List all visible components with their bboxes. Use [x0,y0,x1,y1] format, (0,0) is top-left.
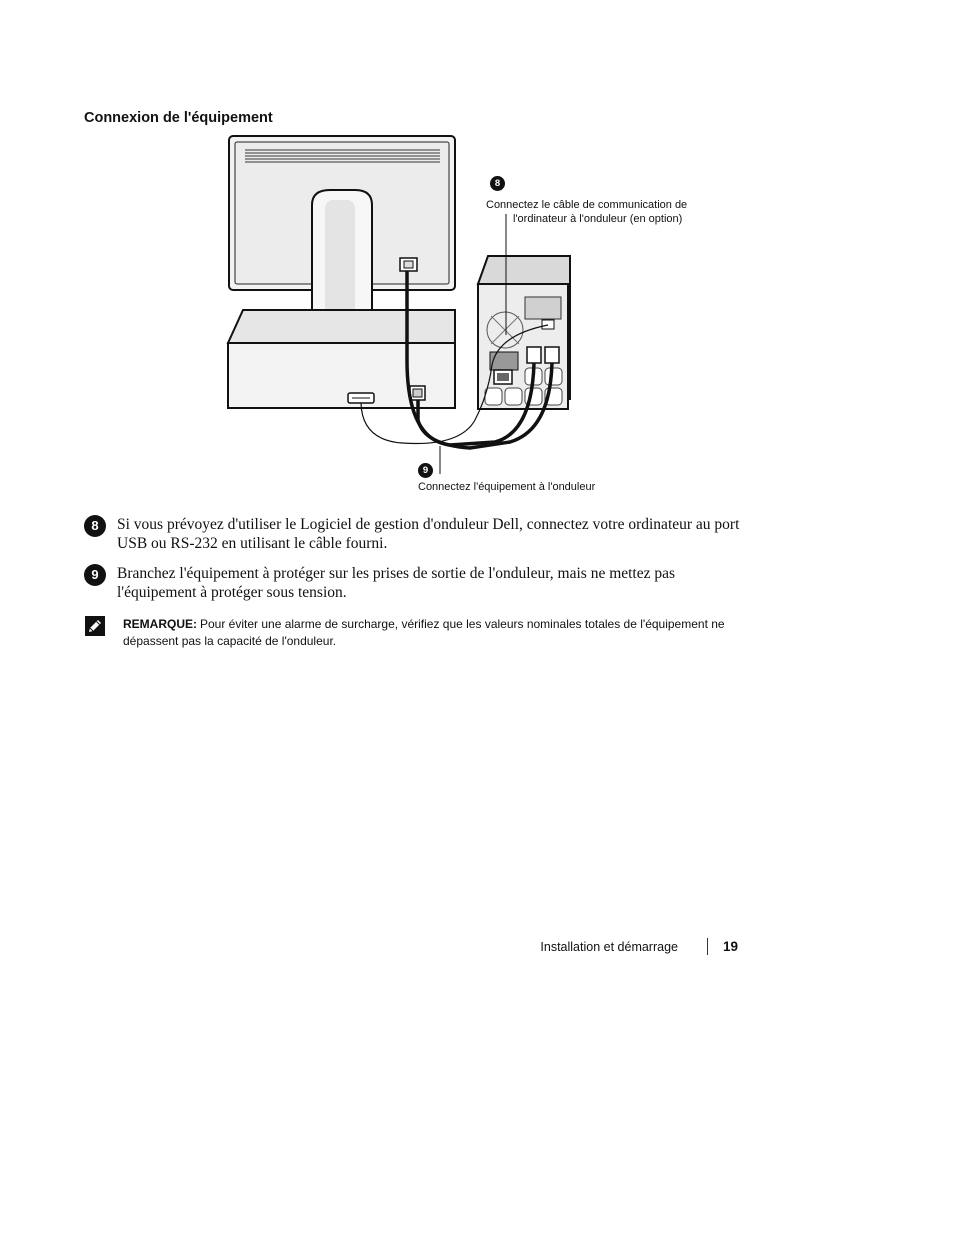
step-9-badge: 9 [84,564,106,586]
callout-8-line2: l'ordinateur à l'onduleur (en option) [513,213,683,225]
step-8-text: Si vous prévoyez d'utiliser le Logiciel de gestion d'onduleur Dell, connectez votre ordinateur au port USB ou RS-232 en utilisant le câble fourni. [117,516,740,552]
step-9-text: Branchez l'équipement à protéger sur les prises de sortie de l'onduleur, mais ne mettez pas l'équipement à protéger sous tension. [117,565,676,601]
section-title: Connexion de l'équipement [84,110,273,126]
callout-8-line1: Connectez le câble de communication de [486,199,688,211]
note-body: Pour éviter une alarme de surcharge, vérifiez que les valeurs nominales totales de l'équipement ne dépassent pas la capacité de l'onduleur. [123,617,725,648]
page-number: 19 [722,939,738,954]
computer-illustration [228,310,455,408]
monitor-illustration [229,136,455,329]
callout-9-text: Connectez l'équipement à l'onduleur [418,481,596,493]
page-footer [500,938,740,956]
pencil-note-icon [84,615,106,637]
callout-9-badge: 9 [418,463,433,478]
footer-separator [707,938,708,955]
footer-section-title: Installation et démarrage [540,940,678,954]
note-label: REMARQUE: [123,617,197,631]
callout-8-badge: 8 [490,176,505,191]
connection-illustration [0,0,954,520]
step-8-badge: 8 [84,515,106,537]
note-text [123,616,748,650]
connection-diagram [0,0,954,520]
